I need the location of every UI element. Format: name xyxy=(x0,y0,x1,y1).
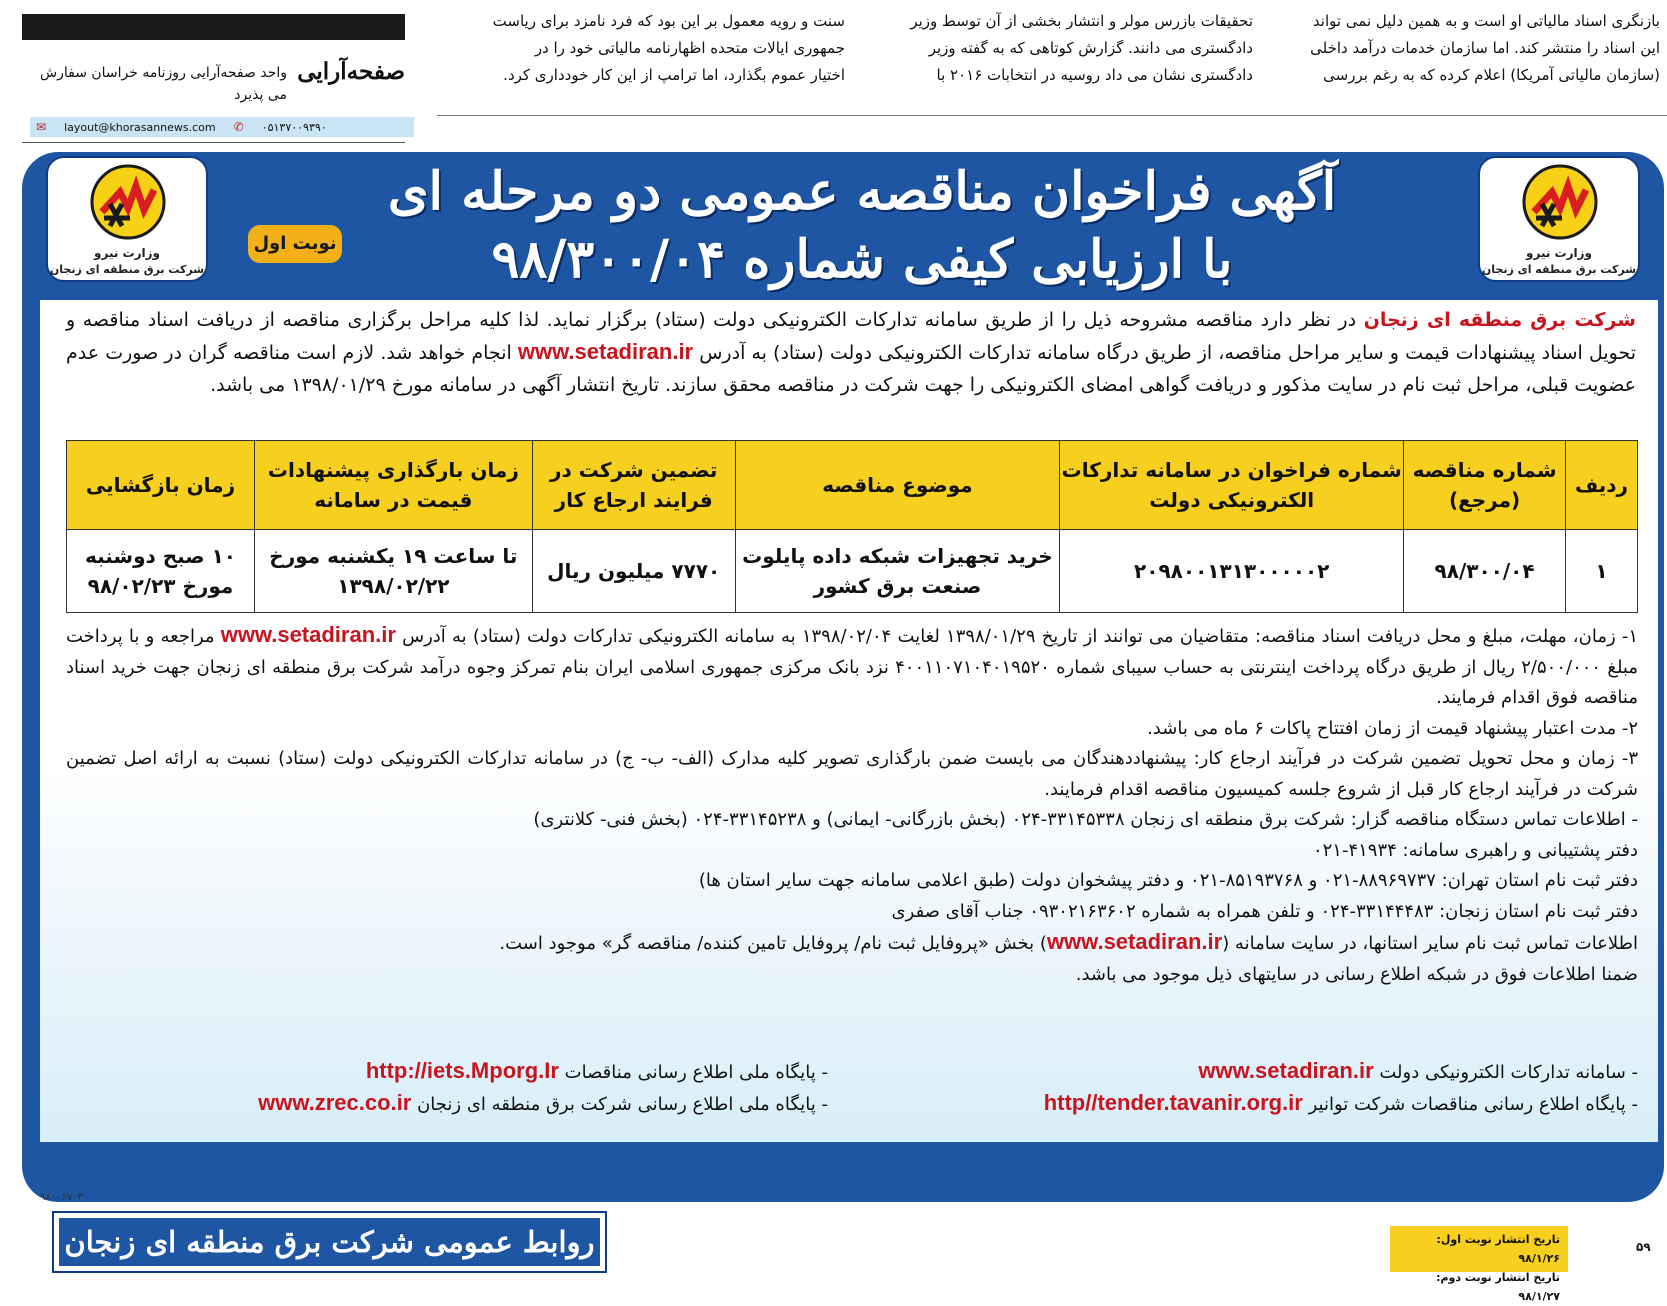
tavanir-logo-icon xyxy=(90,164,166,244)
table-header: تضمین شرکت در فرایند ارجاع کار xyxy=(532,441,735,530)
news-line: سنت و رویه معمول بر این بود که فرد نامزد برای ریاست xyxy=(492,12,845,30)
promo-phone: ۰۵۱۳۷۰۰۹۳۹۰ xyxy=(261,120,327,134)
news-line: بازنگری اسناد مالیاتی او است و به همین دلیل نمی تواند xyxy=(1312,12,1660,30)
news-line: اختیار عموم بگذارد، اما ترامپ از این کار خودداری کرد. xyxy=(503,66,845,84)
intro-text: انجام خواهد شد. لازم است مناقصه گران در صورت عدم عضویت قبلی، مراحل ثبت نام در سایت مذکور و دریافت گواهی امضای الکترونیکی را جهت شرکت در مناقصه محقق سازند. تاریخ انتشار آگهی در سامانه مورخ ۱۳۹۸/۰۱/۲۹ می باشد. xyxy=(66,342,1636,396)
contact-zanjan: دفتر ثبت نام استان زنجان: ۳۳۱۴۴۴۸۳-۰۲۴ و تلفن همراه به شماره ۰۹۳۰۲۱۶۳۶۰۲ جناب آقای صفری xyxy=(891,900,1638,922)
table-header: زمان بازگشایی xyxy=(67,441,255,530)
link-label: - پایگاه اطلاع رسانی مناقصات شرکت توانیر xyxy=(1302,1094,1638,1115)
logo-company: شرکت برق منطقه ای زنجان xyxy=(49,263,205,276)
setad-link[interactable]: www.setadiran.ir xyxy=(1046,929,1223,954)
contact-org: - اطلاعات تماس دستگاه مناقصه گزار: شرکت برق منطقه ای زنجان ۳۳۱۴۵۳۳۸-۰۲۴ (بخش بازرگانی- ایمانی) و ۳۳۱۴۵۲۳۸-۰۲۴ (بخش فنی- کلانتری) xyxy=(533,809,1638,830)
link-label: - سامانه تدارکات الکترونیکی دولت xyxy=(1373,1062,1638,1083)
date-first: تاریخ انتشار نوبت اول: ۹۸/۱/۲۶ xyxy=(1436,1233,1560,1265)
ad-title-line: آگهی فراخوان مناقصه عمومی دو مرحله ای xyxy=(387,161,1337,222)
promo-header-bar xyxy=(22,14,405,40)
ad-number: ۵۹ xyxy=(1636,1240,1651,1254)
logo-right xyxy=(1478,156,1640,282)
divider xyxy=(437,115,1667,116)
contact-support: دفتر پشتیبانی و راهبری سامانه: ۴۱۹۳۴-۰۲۱ xyxy=(1312,839,1638,861)
ad-title-line: با ارزیابی کیفی شماره ۹۸/۳۰۰/۰۴ xyxy=(491,229,1233,290)
ad-code: ۹۸۰۰۶۷۰۴ xyxy=(40,1192,83,1203)
intro-text: در نظر دارد مناقصه مشروحه ذیل را از طریق سامانه تدارکات الکترونیکی دولت (ستاد) برگزار نماید. لذا کلیه مراحل برگزاری مناقصه از دریافت اسناد مناقصه و تحویل اسناد پیشنهادات قیمت و سایر مراحل مناقصه، از طریق درگاه سامانه تدارکات الکترونیکی دولت (ستاد) به آدرس xyxy=(66,309,1636,364)
table-cell: خرید تجهیزات شبکه داده پایلوت صنعت برق کشور xyxy=(735,530,1060,613)
link-label: - پایگاه ملی اطلاع رسانی شرکت برق منطقه ای زنجان xyxy=(411,1094,828,1115)
newspaper-top-strip xyxy=(0,0,1667,140)
news-line: تحقیقات بازرس مولر و انتشار بخشی از آن توسط وزیر xyxy=(910,12,1253,30)
table-header: شماره مناقصه (مرجع) xyxy=(1404,441,1566,530)
date-second: تاریخ انتشار نوبت دوم: ۹۸/۱/۲۷ xyxy=(1436,1271,1560,1303)
link-row xyxy=(366,1055,828,1087)
news-line: دادگستری نشان می داد روسیه در انتخابات ۲۰۱۶ با xyxy=(936,66,1253,84)
link-row xyxy=(258,1087,828,1119)
tavanir-logo-icon xyxy=(1522,164,1598,244)
term-1 xyxy=(66,620,1638,714)
term-text: مراجعه و با پرداخت مبلغ ۲/۵۰۰/۰۰۰ ریال از طریق درگاه پرداخت اینترنتی به حساب سیبای شماره ۴۰۰۱۱۰۷۱۰۴۰۱۹۵۲۰ نزد بانک مرکزی جمهوری اسلامی ایران بنام تمرکز وجوه درآمد شرکت برق منطقه ای زنجان جهت خرید اسناد مناقصه فوق اقدام فرمایند. xyxy=(66,626,1638,708)
news-line: دادگستری می دانند. گزارش کوتاهی که به گفته وزیر xyxy=(928,39,1253,57)
terms-section xyxy=(66,620,1638,990)
phone-icon: ✆ xyxy=(233,120,244,134)
ad-title xyxy=(382,158,1342,294)
tender-ad xyxy=(22,150,1664,1303)
table-cell: ۱ xyxy=(1566,530,1638,613)
promo-description: واحد صفحه‌آرایی روزنامه خراسان سفارش می پذیرد xyxy=(40,65,287,103)
promo-contact-bar xyxy=(30,117,414,137)
term-3: ۳- زمان و محل تحویل تضمین شرکت در فرآیند ارجاع کار: پیشنهاددهندگان می بایست ضمن بارگذاری تصویر کلیه مدارک (الف- ب- ج) در سامانه تدارکات الکترونیکی دولت (ستاد) نسبت به ارائه اصل تضمین شرکت در فرآیند ارجاع کار قبل از شروع جلسه کمیسیون مناقصه اقدام فرمایند. xyxy=(66,748,1638,800)
promo-title: صفحه‌آرایی xyxy=(297,58,405,85)
news-line: جمهوری ایالات متحده اظهارنامه مالیاتی خود را در xyxy=(534,39,845,57)
setad-link[interactable]: www.setadiran.ir xyxy=(220,622,396,647)
news-line: (سازمان مالیاتی آمریکا) اعلام کرده که به رغم بررسی xyxy=(1323,66,1660,84)
term-text: اطلاعات تماس ثبت نام سایر استانها، در سایت سامانه ( xyxy=(1222,933,1638,954)
news-column xyxy=(875,8,1253,89)
public-relations-band xyxy=(52,1211,607,1273)
logo-company: شرکت برق منطقه ای زنجان xyxy=(1481,263,1637,276)
table-cell: ۹۸/۳۰۰/۰۴ xyxy=(1404,530,1566,613)
table-cell: ۱۰ صبح دوشنبه مورخ ۹۸/۰۲/۲۳ xyxy=(67,530,255,613)
layout-service-promo xyxy=(22,14,405,134)
term-text: ۱- زمان، مهلت، مبلغ و محل دریافت اسناد مناقصه: متقاضیان می توانند از تاریخ ۱۳۹۸/۰۱/۲۹ لغایت ۱۳۹۸/۰۲/۰۴ به سامانه الکترونیکی تدارکات دولت (ستاد) به آدرس xyxy=(395,626,1639,647)
divider xyxy=(22,142,405,143)
table-row xyxy=(67,530,1638,613)
table-cell: تا ساعت ۱۹ یکشنبه مورخ ۱۳۹۸/۰۲/۲۲ xyxy=(254,530,532,613)
tender-table xyxy=(66,440,1638,613)
link-url[interactable]: www.setadiran.ir xyxy=(1198,1058,1374,1083)
link-url[interactable]: http://iets.Mporg.Ir xyxy=(365,1058,559,1083)
mail-icon: ✉ xyxy=(36,120,47,134)
setad-link[interactable]: www.setadiran.ir xyxy=(517,339,694,364)
news-column xyxy=(1280,8,1660,89)
link-label: - پایگاه ملی اطلاع رسانی مناقصات xyxy=(558,1062,828,1083)
link-url[interactable]: http//tender.tavanir.org.ir xyxy=(1043,1090,1303,1115)
public-relations-text: روابط عمومی شرکت برق منطقه ای زنجان xyxy=(59,1218,600,1266)
contact-other xyxy=(66,927,1638,960)
intro-paragraph xyxy=(66,304,1636,401)
table-cell: ۲۰۹۸۰۰۱۳۱۳۰۰۰۰۰۲ xyxy=(1060,530,1404,613)
also-available: ضمنا اطلاعات فوق در شبکه اطلاع رسانی در سایتهای ذیل موجود می باشد. xyxy=(1075,963,1638,985)
news-line: این اسناد را منتشر کند. اما سازمان خدمات درآمد داخلی xyxy=(1310,39,1660,57)
term-text: ) بخش «پروفایل ثبت نام/ پروفایل تامین کننده/ مناقصه گر» موجود است. xyxy=(499,933,1047,954)
table-cell: ۷۷۷۰ میلیون ریال xyxy=(532,530,735,613)
term-2: ۲- مدت اعتبار پیشنهاد قیمت از زمان افتتاح پاکات ۶ ماه می باشد. xyxy=(1147,717,1638,739)
table-header: زمان بارگذاری پیشنهادات قیمت در سامانه xyxy=(254,441,532,530)
table-header-row xyxy=(67,441,1638,530)
table-header: موضوع مناقصه xyxy=(735,441,1060,530)
table-header: شماره فراخوان در سامانه تدارکات الکترونیکی دولت xyxy=(1060,441,1404,530)
link-row xyxy=(1044,1087,1638,1119)
link-url[interactable]: www.zrec.co.ir xyxy=(258,1090,412,1115)
logo-left xyxy=(46,156,208,282)
contact-tehran: دفتر ثبت نام استان تهران: ۸۸۹۶۹۷۳۷-۰۲۱ و ۸۵۱۹۳۷۶۸-۰۲۱ و دفتر پیشخوان دولت (طبق اعلامی سامانه جهت سایر استان ها) xyxy=(698,870,1638,891)
company-name: شرکت برق منطقه ای زنجان xyxy=(1363,309,1636,331)
promo-email[interactable]: layout@khorasannews.com xyxy=(64,120,216,134)
info-links xyxy=(66,1055,1638,1125)
link-row xyxy=(1198,1055,1638,1087)
news-column xyxy=(465,8,845,89)
logo-ministry: وزارت نیرو xyxy=(1526,246,1592,260)
publication-dates xyxy=(1390,1226,1568,1303)
logo-ministry: وزارت نیرو xyxy=(94,246,160,260)
publication-badge: نوبت اول xyxy=(248,225,342,263)
table-header: ردیف xyxy=(1566,441,1638,530)
